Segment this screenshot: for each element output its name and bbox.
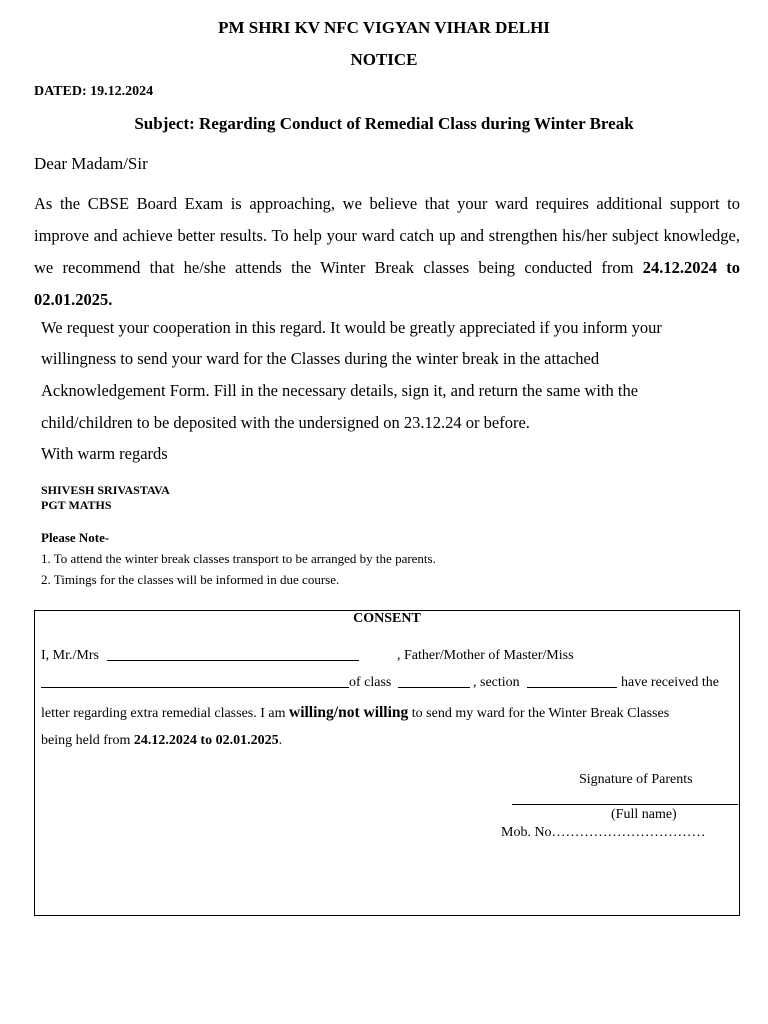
signature-label: Signature of Parents [579,772,693,787]
paragraph-2-line: willingness to send your ward for the Classes during the winter break in the attached [41,349,600,368]
paragraph-2-line: child/children to be deposited with the undersigned on 23.12.24 or before. [41,413,530,432]
class-field[interactable] [398,675,470,693]
consent-line-4 [41,733,282,749]
paragraph-2-line: Acknowledgement Form. Fill in the necessary details, sign it, and return the same with the [41,381,639,400]
dated: DATED: 19.12.2024 [34,84,154,99]
consent-dates: 24.12.2024 to 02.01.2025 [133,733,279,748]
section-field[interactable] [527,675,617,693]
paragraph-1-text: As the CBSE Board Exam is approaching, we believe that your ward requires additional support to improve and achieve better results. To help your ward catch up and strengthen his/her subject knowledge, we recommend that he/she attends the Winter Break classes being conducted from [34,194,740,277]
school-name: PM SHRI KV NFC VIGYAN VIHAR DELHI [218,18,550,37]
consent-line-3 [41,704,669,722]
received-label: have received the [621,675,719,690]
consent-title: CONSENT [353,611,421,626]
mobile-number-field[interactable]: Mob. No…………………………… [501,825,706,840]
signature-line[interactable] [512,804,738,805]
paragraph-1-dates: 24.12.2024 to 02.01.2025. [34,258,741,309]
ward-name-field[interactable] [41,675,349,693]
relation-label: , Father/Mother of Master/Miss [397,648,574,663]
consent-line-3-prefix: letter regarding extra remedial classes. I am [41,706,286,721]
signatory-name: SHIVESH SRIVASTAVA [41,483,170,497]
class-label: of class [349,675,392,690]
subject-line: Subject: Regarding Conduct of Remedial Class during Winter Break [134,114,634,133]
note-item: 2. Timings for the classes will be informed in due course. [41,572,340,587]
section-label: , section [473,675,520,690]
paragraph-2-line: We request your cooperation in this regard. It would be greatly appreciated if you inform your [41,318,662,337]
consent-line-3-suffix: to send my ward for the Winter Break Classes [411,706,670,721]
notice-title: NOTICE [350,50,418,69]
consent-line-4-prefix: being held from [41,733,131,748]
parent-name-field[interactable] [107,648,359,666]
closing-regards: With warm regards [41,444,168,463]
salutation: Dear Madam/Sir [34,154,148,173]
consent-form [34,610,740,916]
parent-name-label: I, Mr./Mrs [41,648,99,663]
signatory-post: PGT MATHS [41,498,112,512]
willing-choice[interactable]: willing/not willing [289,704,409,721]
consent-line-4-end: . [278,733,283,748]
note-item: 1. To attend the winter break classes transport to be arranged by the parents. [41,551,436,566]
paragraph-1 [34,188,740,316]
full-name-label: (Full name) [611,807,677,822]
note-heading: Please Note- [41,530,110,545]
